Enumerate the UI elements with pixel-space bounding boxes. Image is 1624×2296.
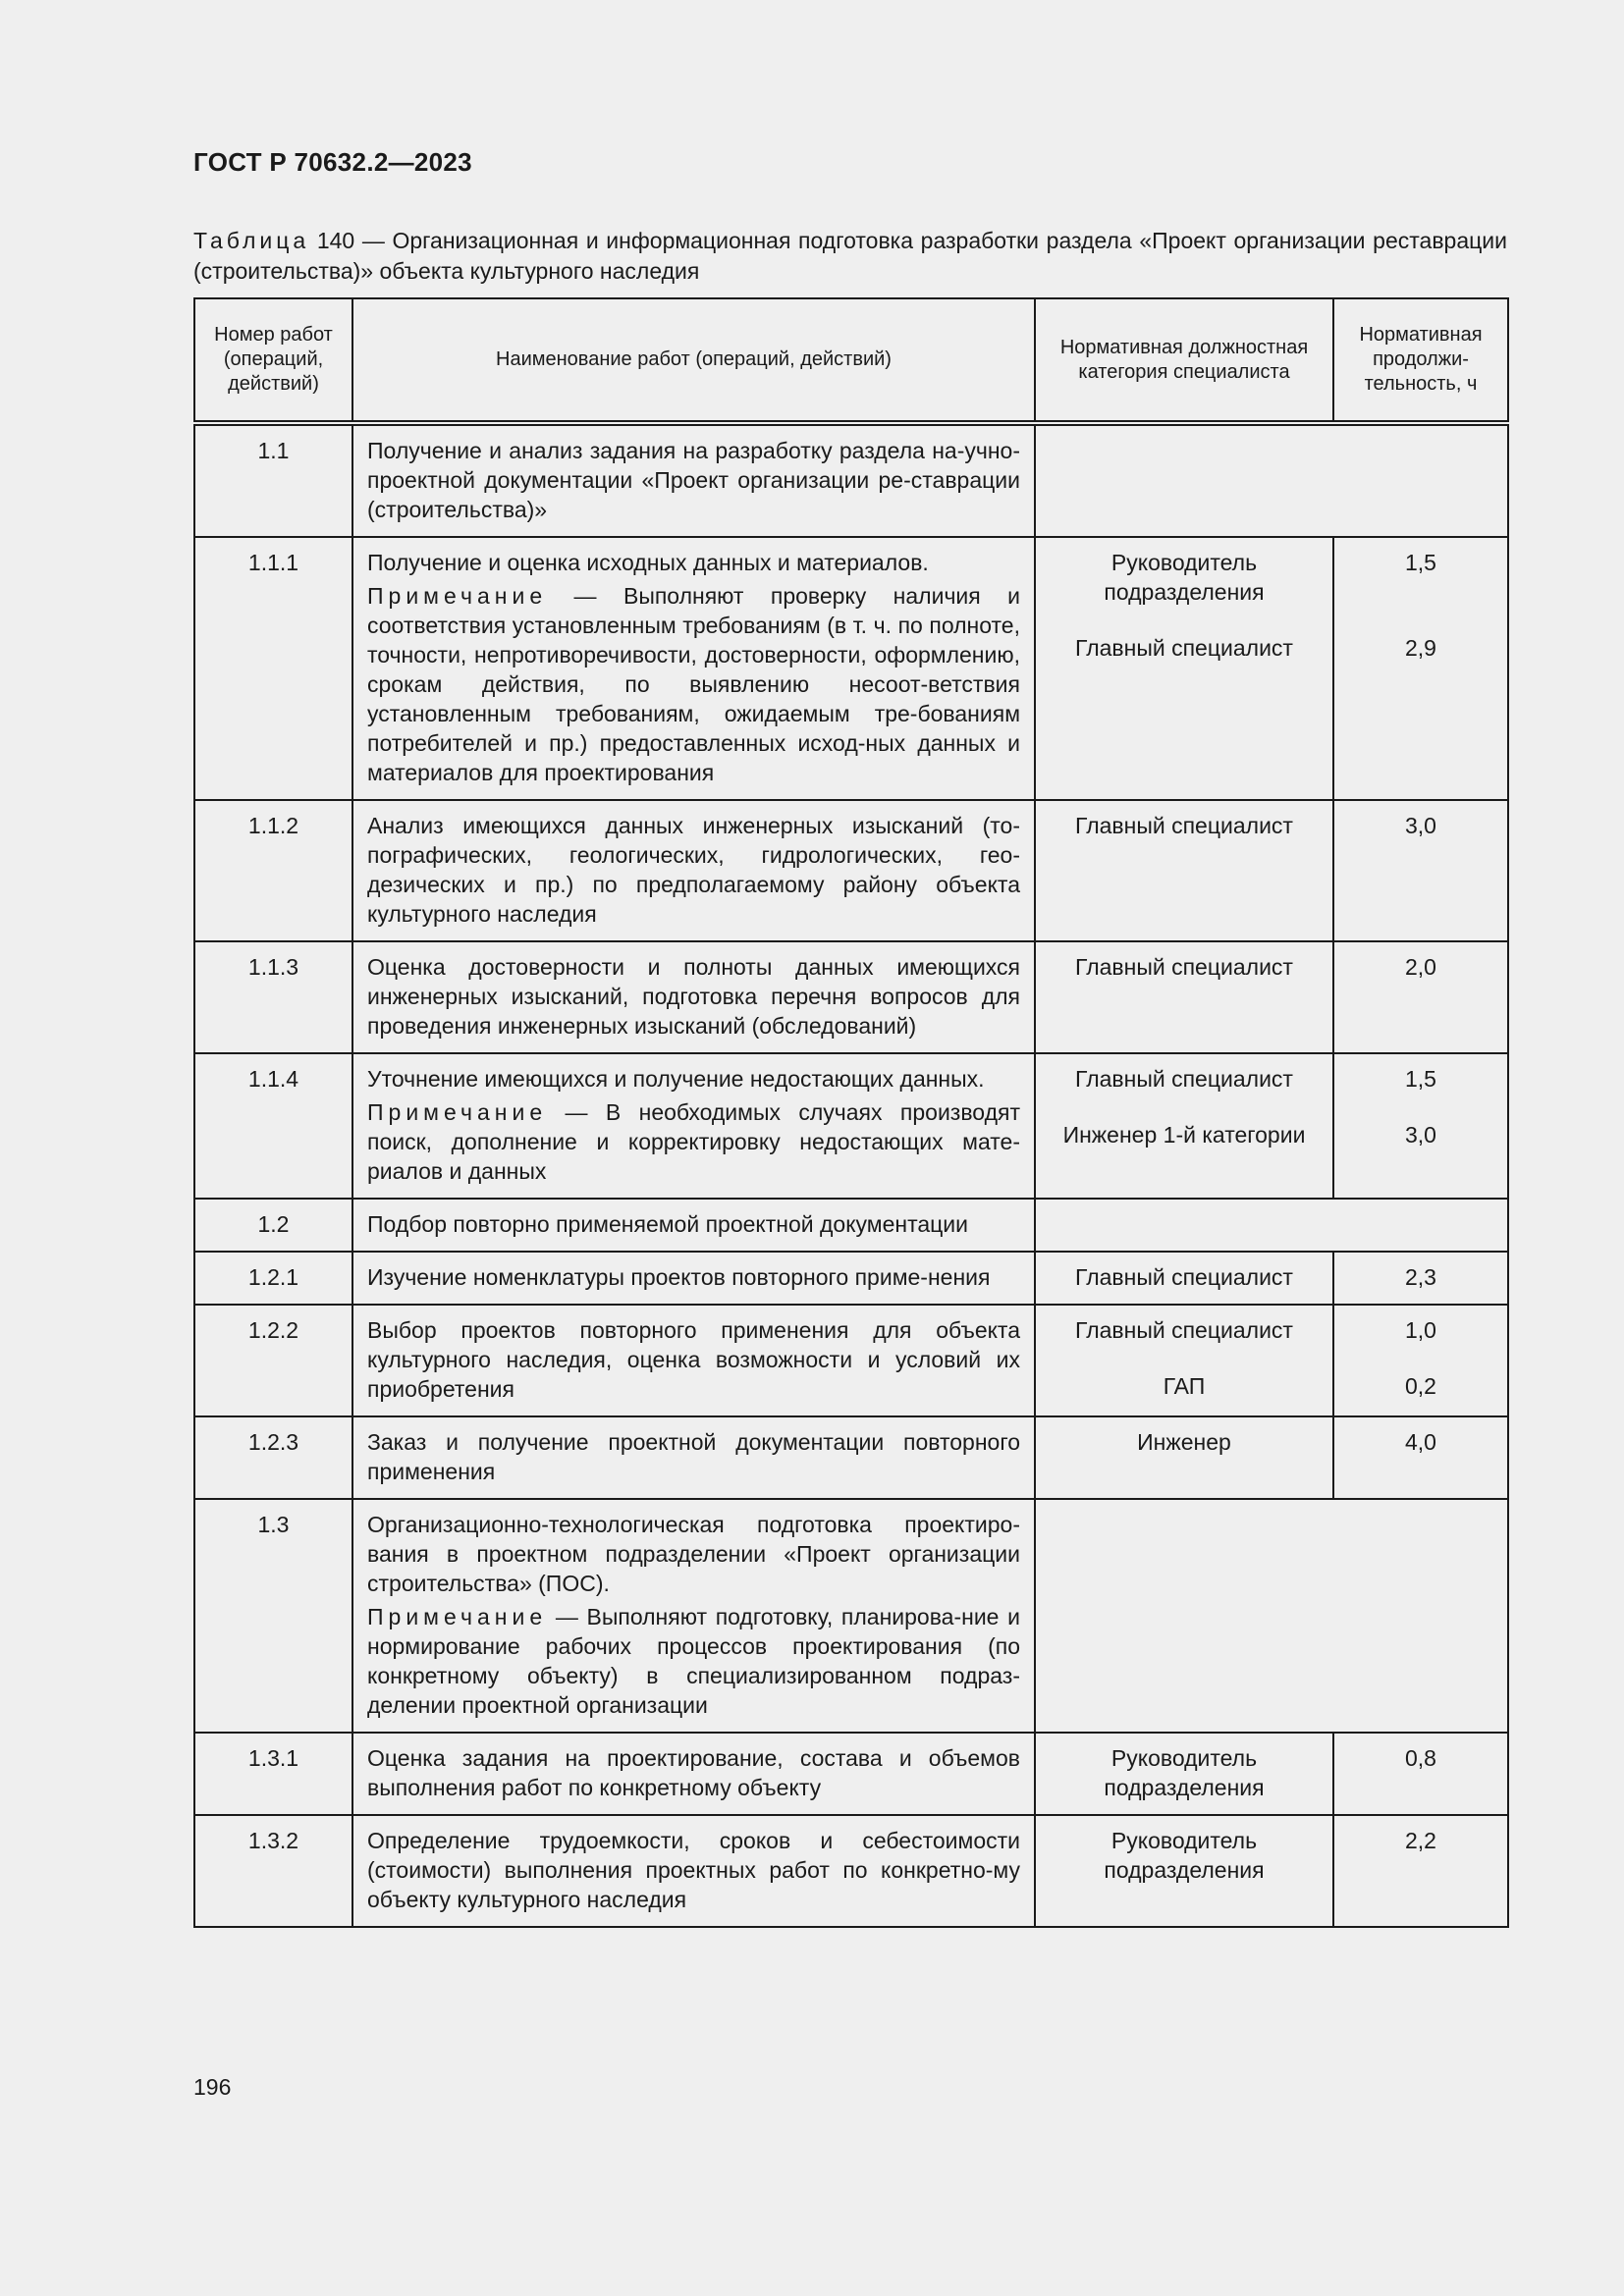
row-category: Руководитель подразделения xyxy=(1035,1815,1333,1927)
table-row xyxy=(194,537,1508,800)
table-row xyxy=(194,423,1508,537)
row-num: 1.1.3 xyxy=(194,941,352,1053)
header-category: Нормативная должностная категория специалиста xyxy=(1035,298,1333,423)
row-name-text: Оценка достоверности и полноты данных имеющихся инженерных изысканий, подготовка перечня вопросов для проведения инженерных изысканий (обследований) xyxy=(367,954,1020,1039)
duration-1: 1,5 xyxy=(1405,1066,1436,1092)
row-num: 1.1.2 xyxy=(194,800,352,941)
row-duration: 0,8 xyxy=(1333,1733,1508,1815)
row-name-text: Получение и оценка исходных данных и материалов. xyxy=(367,550,929,575)
row-duration: 2,0 xyxy=(1333,941,1508,1053)
category-2: Инженер 1-й категории xyxy=(1062,1122,1306,1148)
row-num: 1.3.1 xyxy=(194,1733,352,1815)
row-num: 1.2 xyxy=(194,1199,352,1252)
row-name-text: Оценка задания на проектирование, состава и объемов выполнения работ по конкретному объекту xyxy=(367,1745,1020,1800)
table-row xyxy=(194,800,1508,941)
table-caption xyxy=(193,226,1507,287)
row-name-text: Изучение номенклатуры проектов повторного приме-нения xyxy=(367,1264,991,1290)
row-num: 1.1.1 xyxy=(194,537,352,800)
row-duration: 2,2 xyxy=(1333,1815,1508,1927)
table-header-row xyxy=(194,298,1508,423)
table-row xyxy=(194,1499,1508,1733)
duration-1: 1,5 xyxy=(1405,550,1436,575)
row-num: 1.2.2 xyxy=(194,1305,352,1416)
table-row xyxy=(194,941,1508,1053)
row-note xyxy=(367,1097,1020,1186)
row-name xyxy=(352,537,1035,800)
row-category: Главный специалист xyxy=(1035,800,1333,941)
caption-text: 140 — Организационная и информационная подготовка разработки раздела «Проект организации реставрации (строительства)» объекта культурного наследия xyxy=(193,228,1507,284)
row-num: 1.2.1 xyxy=(194,1252,352,1305)
row-name-text: Уточнение имеющихся и получение недостающих данных. xyxy=(367,1066,985,1092)
row-name xyxy=(352,1305,1035,1416)
row-name-text: Организационно-технологическая подготовка проектиро-вания в проектном подразделении «Проект организации строительства» (ПОС). xyxy=(367,1512,1020,1596)
caption-label: Таблица xyxy=(193,228,310,253)
row-empty-cell xyxy=(1035,423,1508,537)
note-label: Примечание xyxy=(367,1604,548,1629)
row-name xyxy=(352,800,1035,941)
category-2: ГАП xyxy=(1163,1373,1206,1399)
header-duration: Нормативная продолжи-тельность, ч xyxy=(1333,298,1508,423)
row-category: Главный специалист xyxy=(1035,941,1333,1053)
header-num: Номер работ (операций, действий) xyxy=(194,298,352,423)
row-duration xyxy=(1333,537,1508,800)
note-label: Примечание xyxy=(367,1099,548,1125)
table-row xyxy=(194,1733,1508,1815)
row-num: 1.1 xyxy=(194,423,352,537)
note-text: — Выполняют подготовку, планирова-ние и нормирование рабочих процессов проектирования (по конкретному объекту) в специализированном подраз-делении проектной организации xyxy=(367,1604,1020,1718)
row-name-text: Получение и анализ задания на разработку раздела на-учно-проектной документации «Проект организации ре-ставрации (строительства)» xyxy=(367,438,1020,522)
note-text: — Выполняют проверку наличия и соответствия установленным требованиям (в т. ч. по полноте, точности, непротиворечивости, достоверности, оформлению, срокам действия, по выявлению несоот-ветствия установленным требованиям, ожидаемым тре-бованиям потребителей и пр.) предоставленных исход-ных данных и материалов для проектирования xyxy=(367,583,1020,785)
table-row xyxy=(194,1416,1508,1499)
row-duration xyxy=(1333,1305,1508,1416)
category-1: Руководитель подразделения xyxy=(1104,550,1265,605)
row-category xyxy=(1035,537,1333,800)
category-2: Главный специалист xyxy=(1075,635,1293,661)
row-name-text: Выбор проектов повторного применения для объекта культурного наследия, оценка возможности и условий их приобретения xyxy=(367,1317,1020,1402)
row-note xyxy=(367,581,1020,787)
row-name-text: Подбор повторно применяемой проектной документации xyxy=(367,1211,969,1237)
row-name xyxy=(352,1252,1035,1305)
category-1: Главный специалист xyxy=(1075,1317,1293,1343)
row-name xyxy=(352,1199,1035,1252)
row-num: 1.1.4 xyxy=(194,1053,352,1199)
table-row xyxy=(194,1815,1508,1927)
row-name xyxy=(352,1815,1035,1927)
works-table xyxy=(193,297,1509,1928)
duration-1: 1,0 xyxy=(1405,1317,1436,1343)
row-name xyxy=(352,1416,1035,1499)
row-name-text: Анализ имеющихся данных инженерных изысканий (то-пографических, геологических, гидрологических, гео-дезических и пр.) по предполагаемому району объекта культурного наследия xyxy=(367,813,1020,927)
row-name-text: Определение трудоемкости, сроков и себестоимости (стоимости) выполнения проектных работ по конкретно-му объекту культурного наследия xyxy=(367,1828,1020,1912)
row-empty-cell xyxy=(1035,1199,1508,1252)
row-category xyxy=(1035,1305,1333,1416)
table-row xyxy=(194,1252,1508,1305)
row-num: 1.3 xyxy=(194,1499,352,1733)
row-duration: 3,0 xyxy=(1333,800,1508,941)
table-row xyxy=(194,1305,1508,1416)
row-note xyxy=(367,1602,1020,1720)
row-duration xyxy=(1333,1053,1508,1199)
header-name: Наименование работ (операций, действий) xyxy=(352,298,1035,423)
category-1: Главный специалист xyxy=(1075,1066,1293,1092)
row-name xyxy=(352,1499,1035,1733)
table-row xyxy=(194,1053,1508,1199)
row-name-text: Заказ и получение проектной документации повторного применения xyxy=(367,1429,1020,1484)
row-category: Руководитель подразделения xyxy=(1035,1733,1333,1815)
row-num: 1.3.2 xyxy=(194,1815,352,1927)
row-num: 1.2.3 xyxy=(194,1416,352,1499)
note-label: Примечание xyxy=(367,583,548,609)
document-code: ГОСТ Р 70632.2—2023 xyxy=(193,147,472,177)
row-category xyxy=(1035,1053,1333,1199)
row-category: Инженер xyxy=(1035,1416,1333,1499)
duration-2: 3,0 xyxy=(1405,1122,1436,1148)
row-duration: 4,0 xyxy=(1333,1416,1508,1499)
duration-2: 2,9 xyxy=(1405,635,1436,661)
table-row xyxy=(194,1199,1508,1252)
row-name xyxy=(352,1733,1035,1815)
row-empty-cell xyxy=(1035,1499,1508,1733)
note-text: — В необходимых случаях производят поиск, дополнение и корректировку недостающих мате-риалов и данных xyxy=(367,1099,1020,1184)
row-category: Главный специалист xyxy=(1035,1252,1333,1305)
row-duration: 2,3 xyxy=(1333,1252,1508,1305)
page-number: 196 xyxy=(193,2074,232,2100)
row-name xyxy=(352,941,1035,1053)
row-name xyxy=(352,1053,1035,1199)
duration-2: 0,2 xyxy=(1405,1373,1436,1399)
row-name xyxy=(352,423,1035,537)
